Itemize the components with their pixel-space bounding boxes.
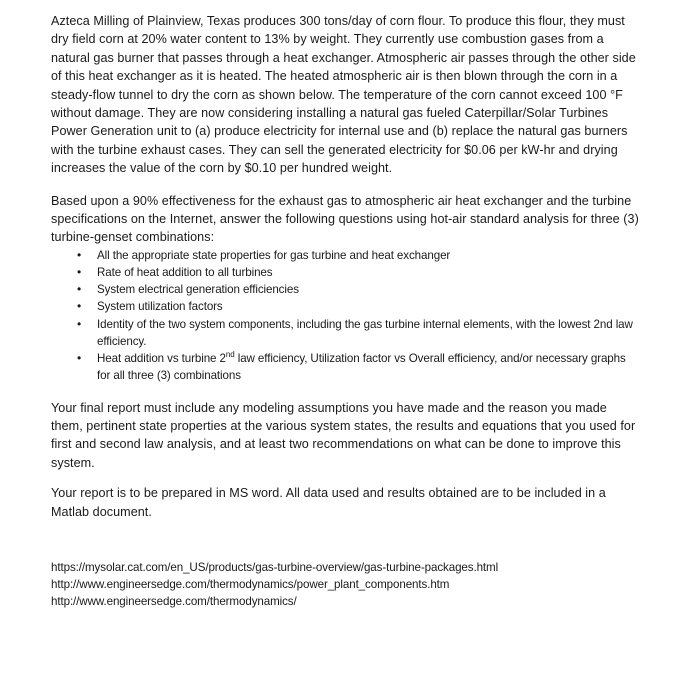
report-format-paragraph: Your report is to be prepared in MS word. All data used and results obtained are to be included in a Matlab document.	[51, 486, 606, 519]
list-item	[75, 298, 641, 315]
list-item-text: System utilization factors	[97, 300, 223, 314]
list-item-text: All the appropriate state properties for gas turbine and heat exchanger	[97, 248, 451, 262]
bullet-icon: •	[77, 282, 82, 297]
reference-link-solar[interactable]: https://mysolar.cat.com/en_US/products/gas-turbine-overview/gas-turbine-packages.html	[51, 560, 499, 574]
list-item-text: Rate of heat addition to all turbines	[97, 266, 273, 280]
list-item	[75, 247, 641, 264]
document-page	[51, 12, 641, 611]
list-item	[75, 350, 641, 384]
bullet-icon: •	[77, 247, 82, 262]
list-item-text-cont: law efficiency, Utilization factor vs Overall efficiency, and/or necessary graphs for all three (3) combinations	[97, 352, 626, 383]
bullet-icon: •	[77, 316, 82, 331]
bullet-icon: •	[77, 299, 82, 314]
questions-paragraph: Based upon a 90% effectiveness for the exhaust gas to atmospheric air heat exchanger and the turbine specifications on the Internet, answer the following questions using hot-air standard analysis for three (3) turbine-genset combinations:	[51, 193, 639, 245]
list-item-text: Identity of the two system components, including the gas turbine internal elements, with the lowest 2nd law efficiency.	[97, 317, 633, 348]
list-item	[75, 281, 641, 298]
list-item	[75, 264, 641, 281]
list-item-text: Heat addition vs turbine 2	[97, 352, 226, 366]
report-requirements-paragraph: Your final report must include any modeling assumptions you have made and the reason you made them, pertinent state properties at the various system states, the results and equations that you used for first and second law analysis, and at least two recommendations on what can be done to improve this system.	[51, 400, 636, 470]
list-item	[75, 316, 641, 350]
questions-list	[51, 247, 641, 385]
intro-paragraph: Azteca Milling of Plainview, Texas produces 300 tons/day of corn flour. To produce this flour, they must dry field corn at 20% water content to 13% by weight. They currently use combustion gases from a natural gas burner that passes through a heat exchanger. Atmospheric air passes through the other side of this heat exchanger as it is heated. The heated atmospheric air is then blown through the corn in a steady-flow tunnel to dry the corn as shown below. The temperature of the corn cannot exceed 100 °F without damage. They are now considering installing a natural gas fueled Caterpillar/Solar Turbines Power Generation unit to (a) produce electricity for internal use and (b) replace the natural gas burners with the turbine exhaust cases. They can sell the generated electricity for $0.06 per kW-hr and drying increases the value of the corn by $0.10 per hundred weight.	[51, 14, 636, 176]
reference-link-thermodynamics[interactable]: http://www.engineersedge.com/thermodynamics/	[51, 595, 297, 609]
list-item-text: System electrical generation efficiencies	[97, 283, 299, 297]
superscript: nd	[225, 350, 235, 360]
reference-link-power-plant[interactable]: http://www.engineersedge.com/thermodynamics/power_plant_components.htm	[51, 578, 450, 592]
bullet-icon: •	[77, 265, 82, 280]
bullet-icon: •	[77, 351, 82, 366]
reference-links	[51, 559, 641, 611]
